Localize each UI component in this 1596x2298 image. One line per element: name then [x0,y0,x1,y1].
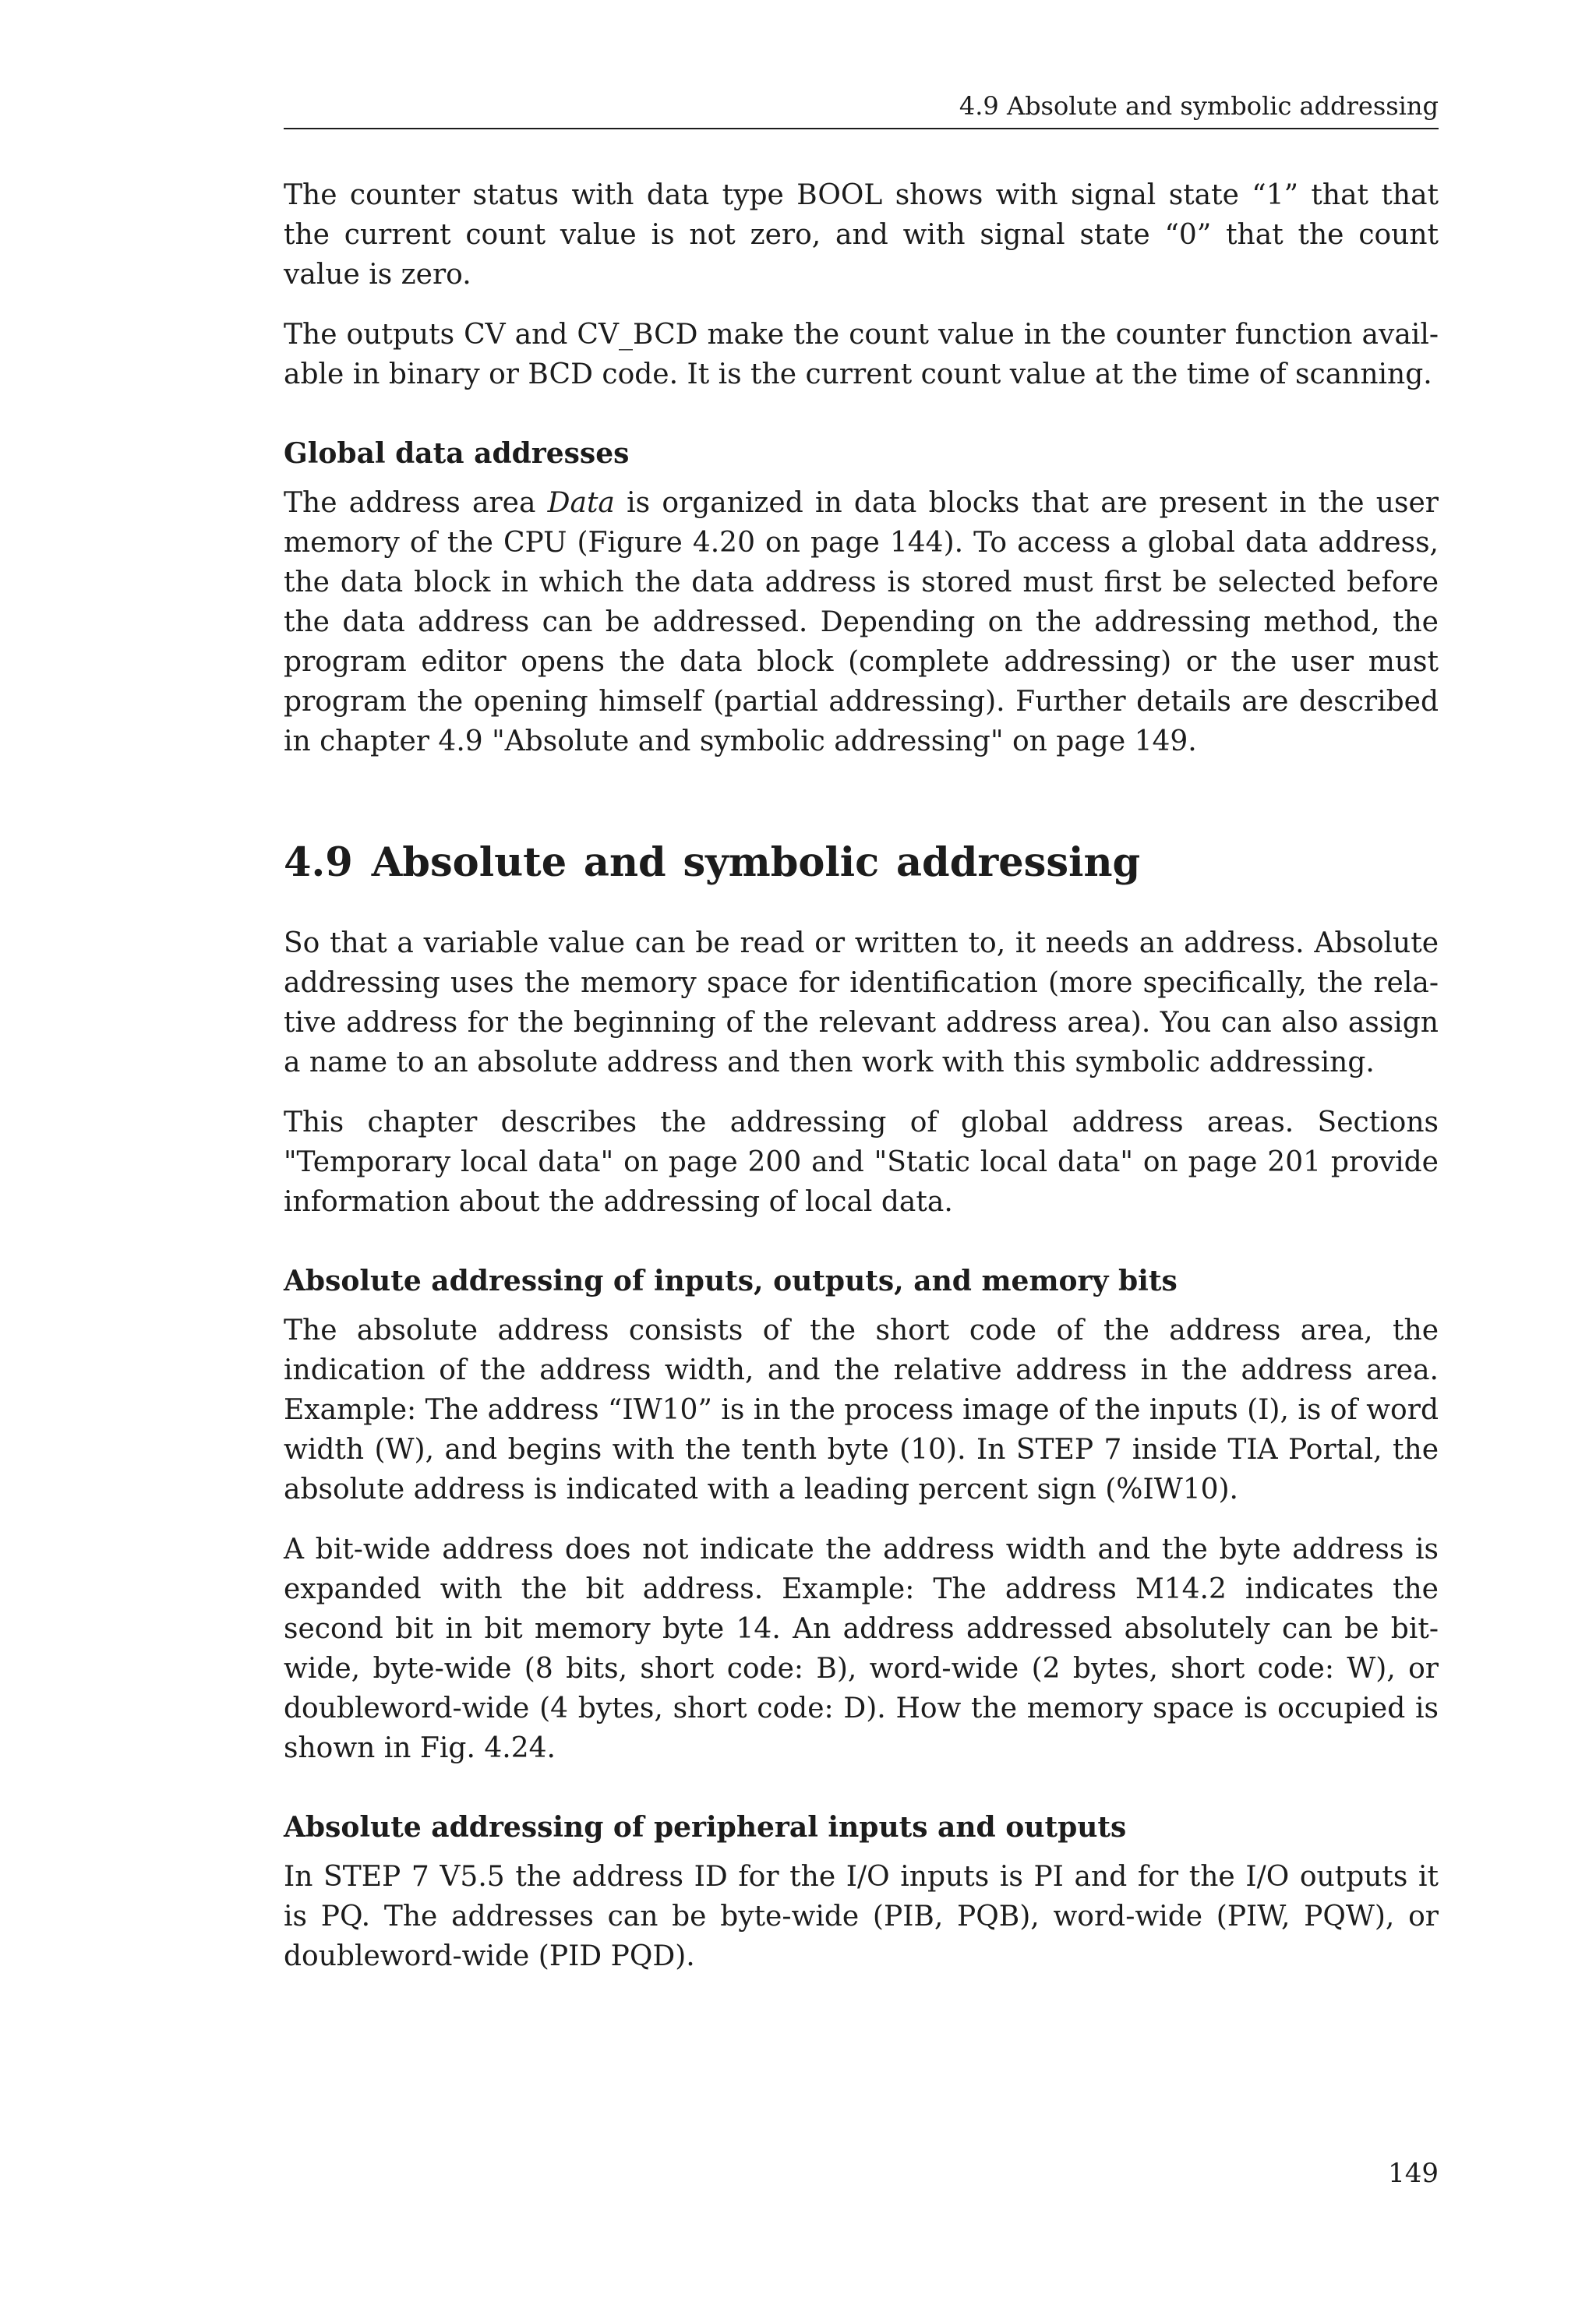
header-rule [284,128,1439,129]
heading-absolute-inputs-outputs: Absolute addressing of inputs, outputs, and memory bits [284,1265,1178,1297]
section-number: 4.9 [284,839,353,886]
page-number: 149 [1388,2158,1439,2189]
text-run: is organized in data blocks that are present in the user memory of the CPU (Figure 4.20 on page 144). To access a global data address, the data block in which the data address is stored must first be selected before the data address can be addressed. Depending on the addressing method, the program editor opens the data block (complete addressing) or the user must program the opening himself (partial addressing). Further details are described in chapter 4.9 "Absolute and symbolic addressing" on page 149. [284,487,1439,757]
heading-absolute-peripheral: Absolute addressing of peripheral inputs and outputs [284,1811,1127,1844]
text-run: The address area [284,487,548,519]
section-heading [284,838,1439,888]
paragraph-global-data [284,483,1439,761]
paragraph-addressing-intro: So that a variable value can be read or written to, it needs an address. Absolute addressing uses the memory space for identification (more specifically, the relative address for the beginning of the relevant address area). You can also assign a name to an absolute address and then work with this symbolic addressing. [284,927,1439,1078]
paragraph-absolute-address: The absolute address consists of the short code of the address area, the indication of the address width, and the relative address in the address area. Example: The address “IW10” is in the process image of the inputs (I), is of word width (W), and begins with the tenth byte (10). In STEP 7 inside TIA Portal, the absolute address is indicated with a leading percent sign (%IW10). [284,1315,1439,1506]
paragraph-bit-wide-address: A bit-wide address does not indicate the address width and the byte address is expanded with the bit address. Example: The address M14.2 indicates the second bit in bit memory byte 14. An address addressed absolutely can be bit-wide, byte-wide (8 bits, short code: B), word-wide (2 bytes, short code: W), or doubleword-wide (4 bytes, short code: D). How the memory space is occupied is shown in Fig. 4.24. [284,1534,1439,1764]
paragraph-chapter-scope: This chapter describes the addressing of global address areas. Sections "Temporary local data" on page 200 and "Static local data" on page 201 provide information about the addressing of local data. [284,1107,1439,1218]
paragraph-counter-status: The counter status with data type BOOL shows with signal state “1” that that the current count value is not zero, and with signal state “0” that the count value is zero. [284,179,1439,291]
paragraph-peripheral-io: In STEP 7 V5.5 the address ID for the I/O inputs is PI and for the I/O outputs it is PQ. The addresses can be byte-wide (PIB, PQB), word-wide (PIW, PQW), or doubleword-wide (PID PQD). [284,1861,1439,1972]
section-title: Absolute and symbolic addressing [371,839,1141,886]
emphasis-data: Data [547,487,615,519]
heading-global-data-addresses: Global data addresses [284,437,630,470]
page-content [284,175,1439,1976]
running-header: 4.9 Absolute and symbolic addressing [959,91,1439,121]
paragraph-outputs-cv: The outputs CV and CV_BCD make the count value in the counter function available in binary or BCD code. It is the current count value at the time of scanning. [284,319,1439,390]
book-page [284,0,1439,2298]
